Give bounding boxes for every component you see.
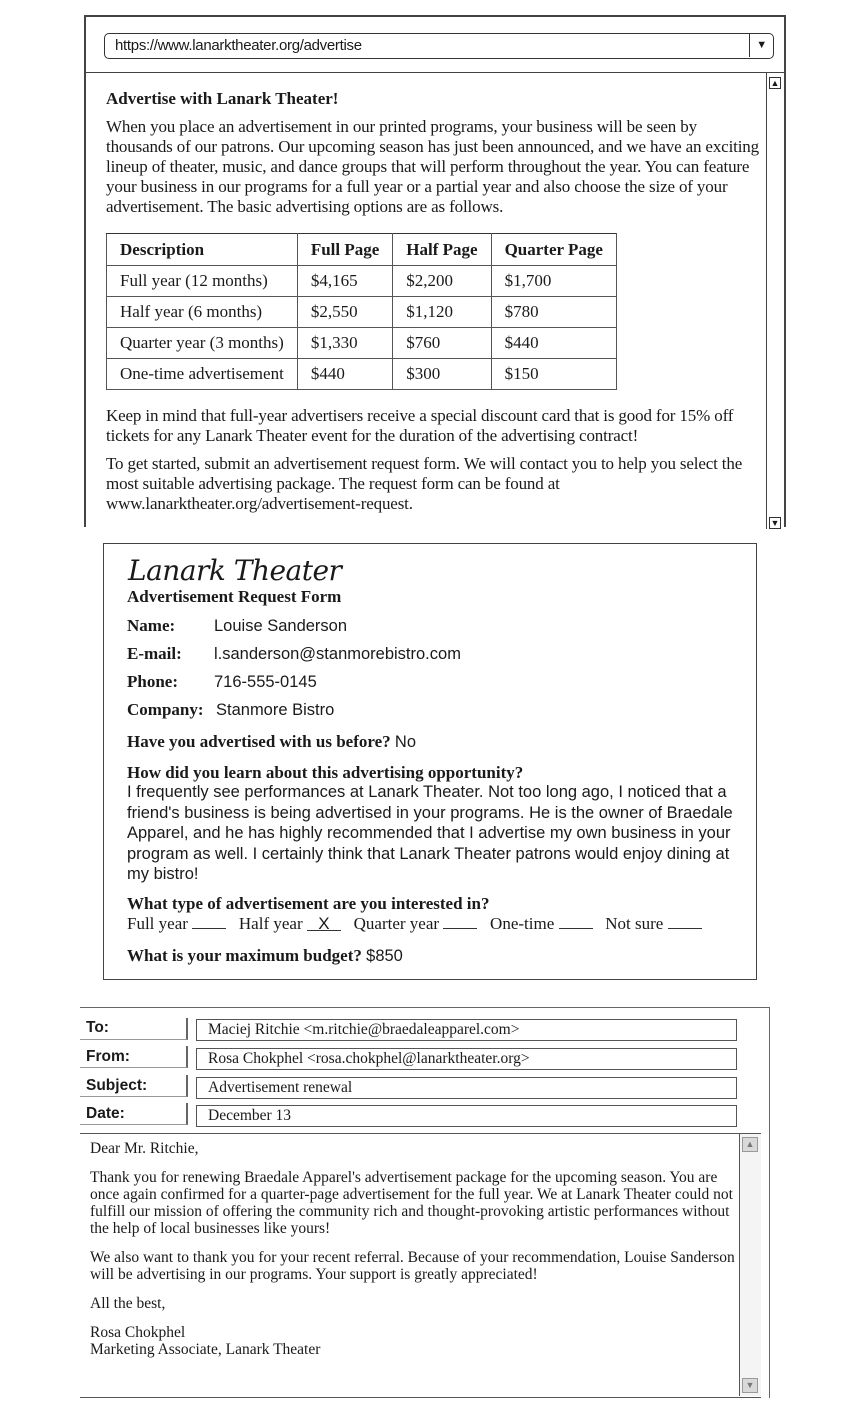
company-value: Stanmore Bistro	[216, 701, 335, 719]
subject-label: Subject:	[86, 1077, 148, 1094]
budget-answer: $850	[366, 947, 403, 965]
browser-scrollbar[interactable]	[766, 73, 784, 529]
advertised-before-row	[127, 732, 416, 752]
table-header: Half Page	[393, 234, 491, 266]
type-options-row	[127, 914, 702, 934]
address-bar-area	[86, 17, 784, 73]
type-question-row	[127, 894, 489, 914]
learn-question: How did you learn about this advertising opportunity?	[127, 763, 524, 782]
email-paragraph-2: We also want to thank you for your recent referral. Because of your recommendation, Louise Sanderson will be advertising in our programs. Your support is greatly appreciated!	[90, 1249, 735, 1283]
date-label: Date:	[86, 1105, 125, 1122]
email-row	[127, 644, 461, 664]
url-dropdown-button[interactable]	[749, 34, 773, 57]
table-cell: One-time advertisement	[107, 359, 298, 390]
arrow-down-icon: ▼	[770, 518, 780, 528]
company-row	[127, 700, 334, 720]
url-text: https://www.lanarktheater.org/advertise	[115, 37, 362, 54]
half-year-blank[interactable]: X	[307, 916, 341, 931]
phone-label: Phone:	[127, 672, 178, 691]
full-year-blank[interactable]	[192, 914, 226, 929]
learn-answer: I frequently see performances at Lanark Theater. Not too long ago, I noticed that a friend's business is being advertised in your programs. He is the owner of Braedale Apparel, and he has highly recommended that I advertise my own business in your program as well. I certainly think that Lanark Theater patrons would enjoy dining at my bistro!	[127, 783, 733, 883]
theater-logo: Lanark Theater	[128, 554, 342, 587]
table-cell: $760	[393, 328, 491, 359]
to-field[interactable]: Maciej Ritchie <m.ritchie@braedaleapparel.com>	[196, 1019, 737, 1041]
page-content	[106, 89, 761, 514]
table-cell: $2,550	[297, 297, 392, 328]
table-header-row	[107, 234, 617, 266]
table-cell: $440	[297, 359, 392, 390]
table-cell: $2,200	[393, 266, 491, 297]
table-cell: $780	[491, 297, 616, 328]
advertised-answer: No	[394, 733, 416, 751]
form-title: Advertisement Request Form	[127, 587, 342, 606]
scroll-down-button[interactable]	[769, 517, 781, 529]
option-full-year: Full year	[127, 914, 188, 933]
table-cell: $1,330	[297, 328, 392, 359]
subject-field[interactable]: Advertisement renewal	[196, 1077, 737, 1099]
email-label: E-mail:	[127, 644, 182, 663]
option-one-time: One-time	[490, 914, 555, 933]
option-quarter-year: Quarter year	[353, 914, 440, 933]
browser-window	[84, 15, 786, 527]
type-question: What type of advertisement are you interested in?	[127, 894, 490, 913]
learn-question-row	[127, 763, 523, 783]
name-row	[127, 616, 347, 636]
table-header: Full Page	[297, 234, 392, 266]
one-time-blank[interactable]	[559, 914, 593, 929]
email-paragraph-1: Thank you for renewing Braedale Apparel's advertisement package for the upcoming season. You are once again confirmed for a quarter-page advertisement for the full year. We at Lanark Theater could not fulfill our mission of offering the community rich and thought-provoking artistic performances without the help of local businesses like yours!	[90, 1169, 733, 1237]
option-not-sure: Not sure	[605, 914, 664, 933]
url-input[interactable]	[104, 33, 774, 59]
table-cell: $300	[393, 359, 491, 390]
phone-row	[127, 672, 317, 692]
email-window	[80, 1007, 770, 1398]
email-body[interactable]	[80, 1133, 761, 1398]
date-field[interactable]: December 13	[196, 1105, 737, 1127]
sender-title: Marketing Associate, Lanark Theater	[90, 1341, 321, 1358]
email-closing: All the best,	[90, 1295, 166, 1312]
email-scroll-down-button[interactable]	[742, 1378, 758, 1393]
arrow-up-icon: ▲	[770, 78, 780, 88]
email-greeting: Dear Mr. Ritchie,	[90, 1140, 199, 1157]
table-cell: $440	[491, 328, 616, 359]
table-cell: $150	[491, 359, 616, 390]
table-row	[107, 266, 617, 297]
option-half-year: Half year	[238, 914, 303, 933]
arrow-down-icon: ▼	[745, 1380, 755, 1390]
scroll-up-button[interactable]	[769, 77, 781, 89]
phone-value: 716-555-0145	[214, 673, 317, 691]
page-heading: Advertise with Lanark Theater!	[106, 89, 339, 108]
pricing-table	[106, 233, 617, 390]
table-header: Quarter Page	[491, 234, 616, 266]
table-row	[107, 297, 617, 328]
budget-row	[127, 946, 403, 966]
intro-paragraph: When you place an advertisement in our printed programs, your business will be seen by thousands of our patrons. Our upcoming season has just been announced, and we have an exciting lineup of theater, music, and dance groups that will perform throughout the year. You can feature your business in our programs for a full year or a partial year and also choose the size of your advertisement. The basic advertising options are as follows.	[106, 117, 759, 216]
table-cell: $1,700	[491, 266, 616, 297]
table-cell: Half year (6 months)	[107, 297, 298, 328]
advertised-question: Have you advertised with us before?	[127, 732, 391, 751]
sender-name: Rosa Chokphel	[90, 1324, 186, 1341]
name-label: Name:	[127, 616, 176, 635]
company-label: Company:	[127, 700, 204, 719]
arrow-up-icon: ▲	[745, 1139, 755, 1149]
table-cell: $4,165	[297, 266, 392, 297]
discount-note: Keep in mind that full-year advertisers receive a special discount card that is good for 15% off tickets for any Lanark Theater event for the duration of the advertising contract!	[106, 406, 734, 445]
email-value: l.sanderson@stanmorebistro.com	[214, 645, 461, 663]
table-cell: Quarter year (3 months)	[107, 328, 298, 359]
request-form-paragraph: To get started, submit an advertisement request form. We will contact you to help you select the most suitable advertising package. The request form can be found at www.lanarktheater.org/advertisement-request.	[106, 454, 743, 513]
name-value: Louise Sanderson	[214, 617, 348, 635]
email-scroll-up-button[interactable]	[742, 1137, 758, 1152]
from-field[interactable]: Rosa Chokphel <rosa.chokphel@lanarktheater.org>	[196, 1048, 737, 1070]
not-sure-blank[interactable]	[668, 914, 702, 929]
from-label: From:	[86, 1048, 130, 1065]
request-form-card	[103, 543, 757, 980]
quarter-year-blank[interactable]	[443, 914, 477, 929]
table-row	[107, 359, 617, 390]
chevron-down-icon: ▼	[756, 39, 767, 51]
table-cell: Full year (12 months)	[107, 266, 298, 297]
table-row	[107, 328, 617, 359]
to-label: To:	[86, 1019, 109, 1036]
email-scrollbar[interactable]	[739, 1134, 761, 1396]
table-cell: $1,120	[393, 297, 491, 328]
table-header: Description	[107, 234, 298, 266]
budget-question: What is your maximum budget?	[127, 946, 362, 965]
email-text	[90, 1140, 735, 1358]
